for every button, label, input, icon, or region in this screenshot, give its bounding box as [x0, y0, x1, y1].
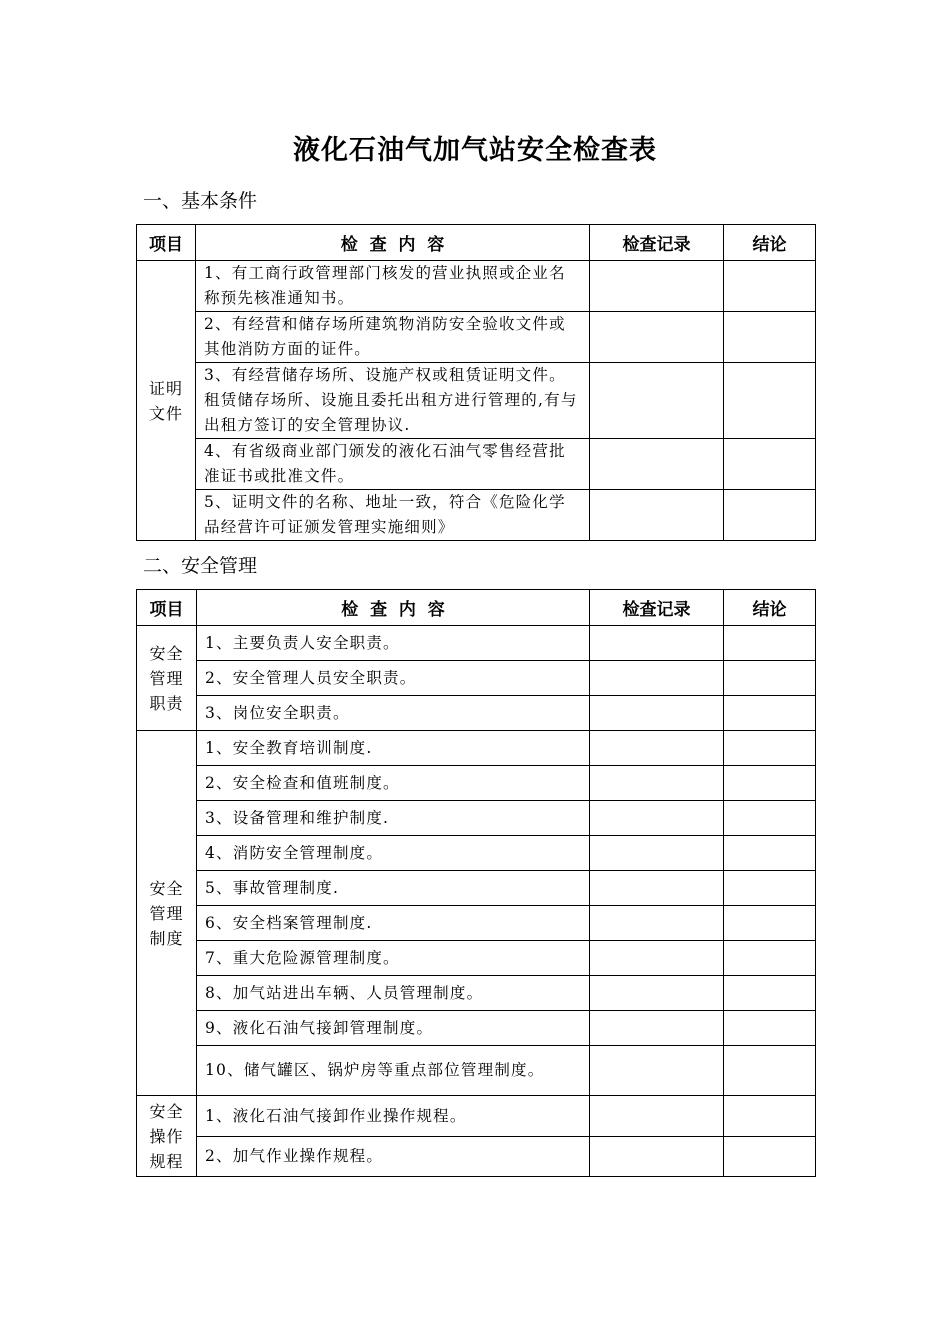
table-row [137, 312, 816, 363]
record-cell[interactable] [590, 696, 724, 731]
check-item: 10、储气罐区、锅炉房等重点部位管理制度。 [197, 1046, 590, 1096]
check-item: 2、加气作业操作规程。 [197, 1137, 590, 1177]
group-label: 安全管理制度 [137, 731, 197, 1096]
group-label: 证明文件 [137, 261, 196, 541]
table-row [137, 871, 816, 906]
conclusion-cell[interactable] [724, 261, 816, 312]
table-row [137, 836, 816, 871]
check-item: 1、液化石油气接卸作业操作规程。 [197, 1096, 590, 1137]
table-row [137, 1046, 816, 1096]
check-item: 3、岗位安全职责。 [197, 696, 590, 731]
check-item: 4、有省级商业部门颁发的液化石油气零售经营批准证书或批准文件。 [196, 439, 590, 490]
table-row [137, 363, 816, 439]
table-row [137, 261, 816, 312]
table-row [137, 661, 816, 696]
conclusion-cell[interactable] [724, 871, 816, 906]
header-record: 检查记录 [590, 590, 724, 626]
record-cell[interactable] [590, 490, 724, 541]
conclusion-cell[interactable] [724, 731, 816, 766]
document-title: 液化石油气加气站安全检查表 [293, 135, 657, 166]
record-cell[interactable] [590, 626, 724, 661]
table-row [137, 490, 816, 541]
record-cell[interactable] [590, 1046, 724, 1096]
conclusion-cell[interactable] [724, 906, 816, 941]
table-row [137, 801, 816, 836]
header-conclusion: 结论 [724, 590, 816, 626]
conclusion-cell[interactable] [724, 490, 816, 541]
header-item: 项目 [137, 590, 197, 626]
check-item: 5、事故管理制度. [197, 871, 590, 906]
section-heading-basic-conditions: 一、基本条件 [143, 190, 258, 212]
table-row [137, 626, 816, 661]
record-cell[interactable] [590, 1096, 724, 1137]
conclusion-cell[interactable] [724, 941, 816, 976]
conclusion-cell[interactable] [724, 1137, 816, 1177]
check-item: 3、有经营储存场所、设施产权或租赁证明文件。租赁储存场所、设施且委托出租方进行管理的,有与出租方签订的安全管理协议. [196, 363, 590, 439]
check-item: 2、安全检查和值班制度。 [197, 766, 590, 801]
check-item: 1、安全教育培训制度. [197, 731, 590, 766]
conclusion-cell[interactable] [724, 626, 816, 661]
conclusion-cell[interactable] [724, 696, 816, 731]
conclusion-cell[interactable] [724, 801, 816, 836]
table-row [137, 439, 816, 490]
record-cell[interactable] [590, 906, 724, 941]
section-heading-safety-management: 二、安全管理 [143, 555, 258, 577]
conclusion-cell[interactable] [724, 661, 816, 696]
record-cell[interactable] [590, 801, 724, 836]
record-cell[interactable] [590, 363, 724, 439]
table-row [137, 1011, 816, 1046]
header-item: 项目 [137, 225, 196, 261]
table-row [137, 1096, 816, 1137]
record-cell[interactable] [590, 1137, 724, 1177]
conclusion-cell[interactable] [724, 976, 816, 1011]
record-cell[interactable] [590, 661, 724, 696]
table-row [137, 941, 816, 976]
conclusion-cell[interactable] [724, 1011, 816, 1046]
check-item: 1、有工商行政管理部门核发的营业执照或企业名称预先核准通知书。 [196, 261, 590, 312]
table-row [137, 1137, 816, 1177]
check-item: 4、消防安全管理制度。 [197, 836, 590, 871]
record-cell[interactable] [590, 312, 724, 363]
record-cell[interactable] [590, 976, 724, 1011]
check-item: 2、有经营和储存场所建筑物消防安全验收文件或其他消防方面的证件。 [196, 312, 590, 363]
basic-conditions-table [136, 224, 816, 541]
check-item: 7、重大危险源管理制度。 [197, 941, 590, 976]
record-cell[interactable] [590, 731, 724, 766]
record-cell[interactable] [590, 766, 724, 801]
header-record: 检查记录 [590, 225, 724, 261]
check-item: 9、液化石油气接卸管理制度。 [197, 1011, 590, 1046]
check-item: 6、安全档案管理制度. [197, 906, 590, 941]
table-header-row [137, 590, 816, 626]
conclusion-cell[interactable] [724, 363, 816, 439]
group-label: 安全管理职责 [137, 626, 197, 731]
table-row [137, 696, 816, 731]
table-row [137, 976, 816, 1011]
safety-management-table [136, 589, 816, 1177]
table-header-row [137, 225, 816, 261]
record-cell[interactable] [590, 261, 724, 312]
conclusion-cell[interactable] [724, 1096, 816, 1137]
check-item: 3、设备管理和维护制度. [197, 801, 590, 836]
check-item: 8、加气站进出车辆、人员管理制度。 [197, 976, 590, 1011]
record-cell[interactable] [590, 439, 724, 490]
group-label: 安全操作规程 [137, 1096, 197, 1177]
check-item: 1、主要负责人安全职责。 [197, 626, 590, 661]
record-cell[interactable] [590, 1011, 724, 1046]
conclusion-cell[interactable] [724, 439, 816, 490]
record-cell[interactable] [590, 836, 724, 871]
record-cell[interactable] [590, 871, 724, 906]
conclusion-cell[interactable] [724, 312, 816, 363]
header-content: 检 查 内 容 [197, 590, 590, 626]
table-row [137, 906, 816, 941]
conclusion-cell[interactable] [724, 766, 816, 801]
conclusion-cell[interactable] [724, 836, 816, 871]
check-item: 2、安全管理人员安全职责。 [197, 661, 590, 696]
check-item: 5、证明文件的名称、地址一致，符合《危险化学品经营许可证颁发管理实施细则》 [196, 490, 590, 541]
record-cell[interactable] [590, 941, 724, 976]
conclusion-cell[interactable] [724, 1046, 816, 1096]
header-content: 检 查 内 容 [196, 225, 590, 261]
table-row [137, 731, 816, 766]
table-row [137, 766, 816, 801]
header-conclusion: 结论 [724, 225, 816, 261]
